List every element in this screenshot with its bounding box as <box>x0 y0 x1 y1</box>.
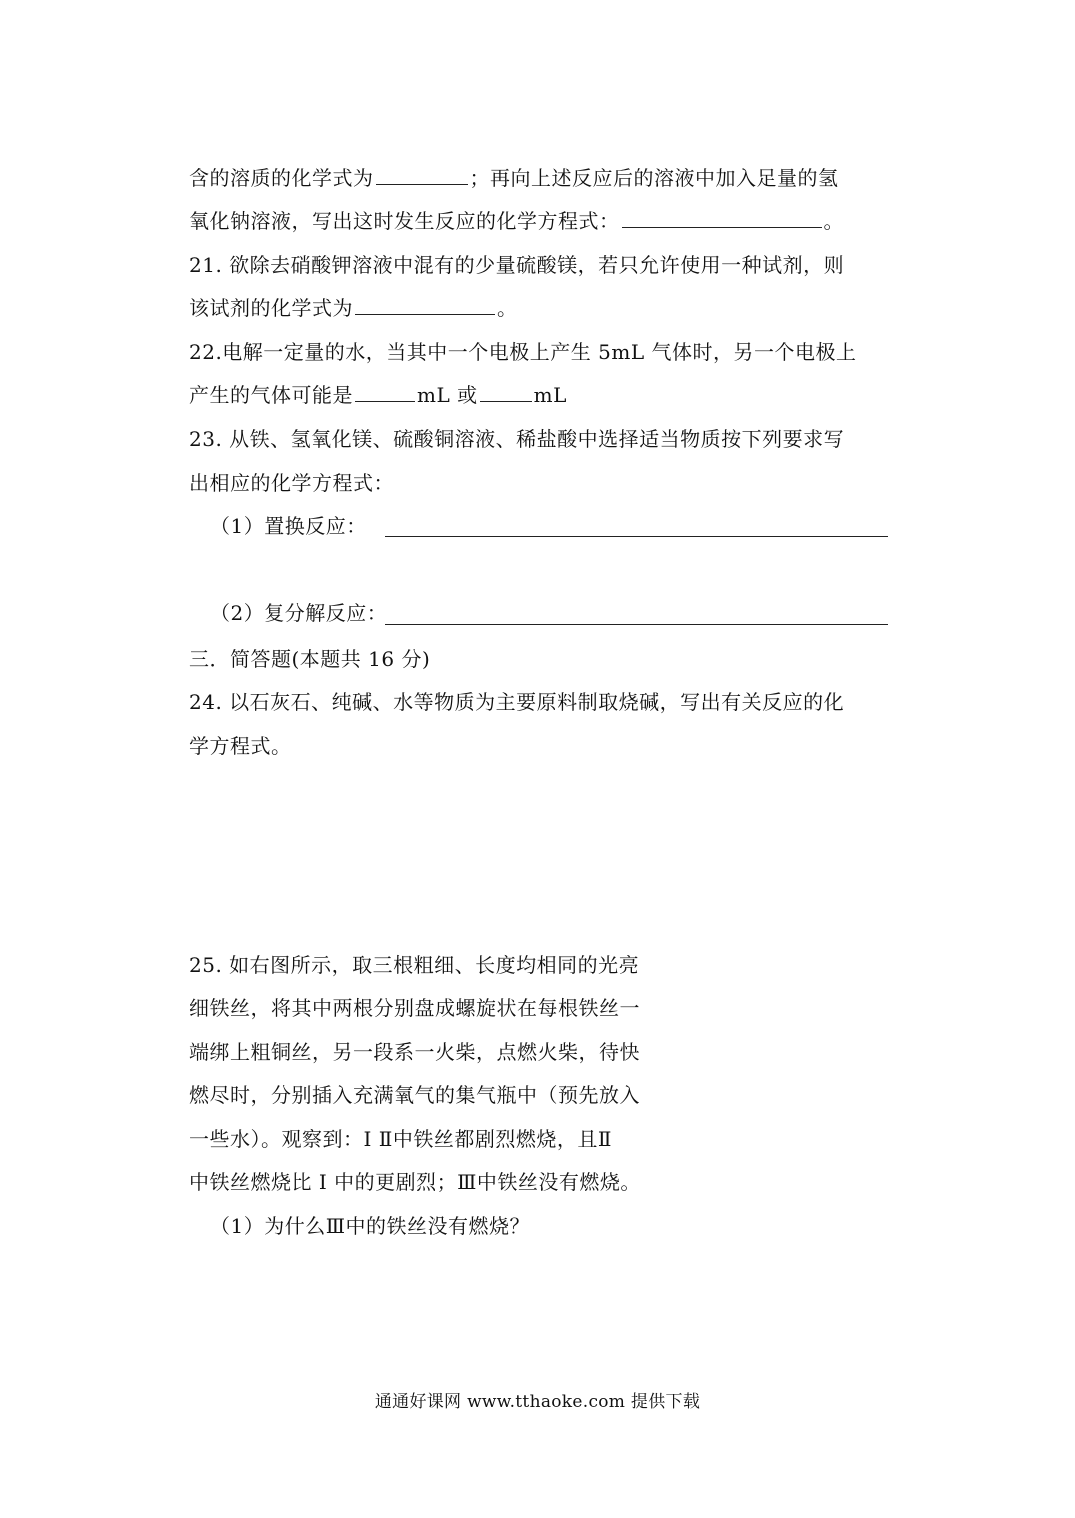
q23-line-2: 出相应的化学方程式： <box>189 471 394 495</box>
answer-blank[interactable] <box>355 381 415 402</box>
answer-blank[interactable] <box>376 164 468 185</box>
q23-sub-1: （1）置换反应： <box>210 514 367 538</box>
answer-blank[interactable] <box>355 294 495 315</box>
q23-sub-2: （2）复分解反应： <box>210 601 388 625</box>
q21-text-a: 该试剂的化学式为 <box>189 296 353 320</box>
q22-text-b: mL 或 <box>417 383 478 407</box>
q22-text-a: 产生的气体可能是 <box>189 383 353 407</box>
q20-line-1 <box>189 164 839 192</box>
q22-line-2 <box>189 381 567 409</box>
q20-text-c: 氧化钠溶液，写出这时发生反应的化学方程式： <box>189 209 620 233</box>
q23-line-1: 23. 从铁、氢氧化镁、硫酸铜溶液、稀盐酸中选择适当物质按下列要求写 <box>189 427 845 451</box>
section-3-heading: 三．简答题(本题共 16 分) <box>189 647 431 671</box>
q25-line-3: 端绑上粗铜丝，另一段系一火柴，点燃火柴，待快 <box>189 1040 640 1064</box>
answer-blank[interactable] <box>480 381 532 402</box>
q21-text-b: 。 <box>497 296 518 320</box>
page-footer: 通通好课网 www.tthaoke.com 提供下载 <box>374 1392 701 1412</box>
q20-line-2 <box>189 207 844 235</box>
q25-line-2: 细铁丝，将其中两根分别盘成螺旋状在每根铁丝一 <box>189 996 640 1020</box>
q25-line-4: 燃尽时，分别插入充满氧气的集气瓶中（预先放入 <box>189 1083 640 1107</box>
q25-sub-question-1: （1）为什么Ⅲ中的铁丝没有燃烧？ <box>210 1214 531 1238</box>
answer-line[interactable] <box>385 536 888 537</box>
answer-blank[interactable] <box>622 207 822 228</box>
q22-text-c: mL <box>533 383 567 407</box>
q22-line-1: 22.电解一定量的水，当其中一个电极上产生 5mL 气体时，另一个电极上 <box>189 340 857 364</box>
q21-line-1: 21. 欲除去硝酸钾溶液中混有的少量硫酸镁，若只允许使用一种试剂，则 <box>189 253 845 277</box>
q24-line-1: 24. 以石灰石、纯碱、水等物质为主要原料制取烧碱，写出有关反应的化 <box>189 690 845 714</box>
q20-text-d: 。 <box>823 209 844 233</box>
q25-line-5: 一些水）。观察到：Ⅰ Ⅱ中铁丝都剧烈燃烧，且Ⅱ <box>189 1127 612 1151</box>
q25-line-1: 25. 如右图所示，取三根粗细、长度均相同的光亮 <box>189 953 640 977</box>
q20-text-a: 含的溶质的化学式为 <box>189 166 374 190</box>
q25-line-6: 中铁丝燃烧比 Ⅰ 中的更剧烈；Ⅲ中铁丝没有燃烧。 <box>189 1170 641 1194</box>
q21-line-2 <box>189 294 518 322</box>
q20-text-b: ；再向上述反应后的溶液中加入足量的氢 <box>469 166 839 190</box>
q24-line-2: 学方程式。 <box>189 734 292 758</box>
answer-line[interactable] <box>385 624 888 625</box>
